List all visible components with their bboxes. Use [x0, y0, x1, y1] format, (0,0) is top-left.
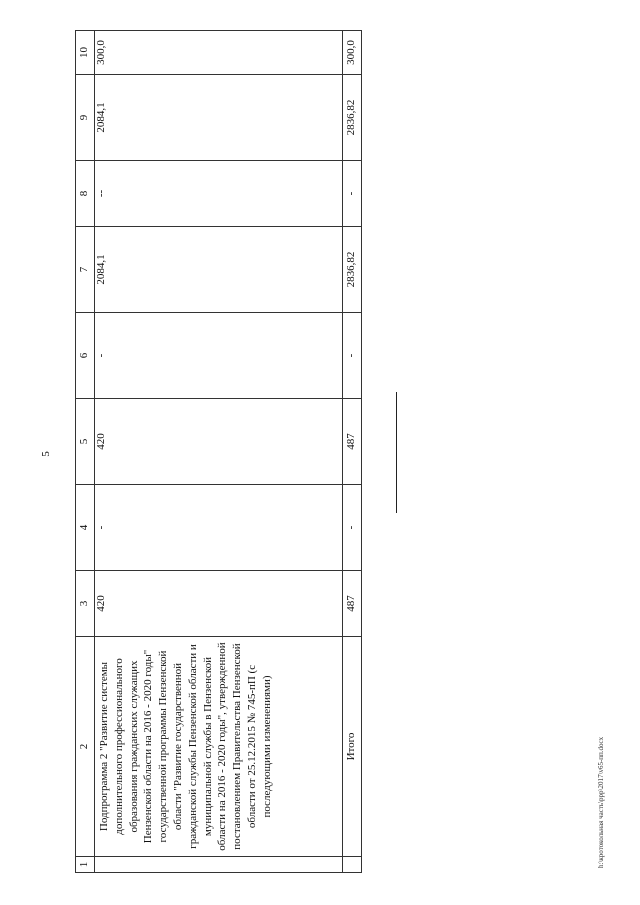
table-cell: -- [95, 161, 343, 227]
total-label-cell: Итого [343, 637, 362, 857]
table-cell [95, 857, 343, 873]
header-cell: 1 [76, 857, 95, 873]
header-cell: 8 [76, 161, 95, 227]
table-cell: 420 [95, 571, 343, 637]
table-row-total [343, 31, 362, 873]
budget-table-rotated [75, 31, 362, 873]
table-header-row [76, 31, 95, 873]
subprogram-description: "Развитие системы дополнительного профессионального образования гражданских служащих Пензенской области на 2016 - 2020 годы" государственной программы Пензенской области "Развитие государственной гражданской службы Пензенской области и муниципальной службы в Пензенской области на 2016 - 2020 годы", утвержденной постановлением Правительства Пензенской области от 25.12.2015 № 745-пП (с последующими изменениями) [98, 642, 273, 851]
table-cell: 487 [343, 399, 362, 485]
table-cell: 2836,82 [343, 227, 362, 313]
header-cell: 5 [76, 399, 95, 485]
header-cell: 10 [76, 31, 95, 75]
header-cell: 3 [76, 571, 95, 637]
header-cell: 2 [76, 637, 95, 857]
table-cell: - [343, 485, 362, 571]
table-cell: - [95, 313, 343, 399]
table-cell: 300,0 [95, 31, 343, 75]
header-cell: 4 [76, 485, 95, 571]
table-cell [343, 857, 362, 873]
table-cell: 300,0 [343, 31, 362, 75]
table-cell: - [343, 313, 362, 399]
table-cell: 2836,82 [343, 75, 362, 161]
table-cell: - [95, 485, 343, 571]
header-cell: 7 [76, 227, 95, 313]
table-row-subprogram [95, 31, 343, 873]
footer-file-path: h:\кротокольная часть\ppp\2017\v65-пп.docx [597, 736, 605, 868]
subprogram-description-cell [95, 637, 343, 857]
table-cell: 487 [343, 571, 362, 637]
table-cell: 420 [95, 399, 343, 485]
end-divider-line [396, 392, 397, 513]
header-cell: 9 [76, 75, 95, 161]
budget-table [75, 30, 362, 873]
table-cell: 2084,1 [95, 75, 343, 161]
header-cell: 6 [76, 313, 95, 399]
table-cell: - [343, 161, 362, 227]
subprogram-title: Подпрограмма 2 [98, 753, 110, 832]
table-cell: 2084,1 [95, 227, 343, 313]
page-number: 5 [40, 451, 52, 457]
